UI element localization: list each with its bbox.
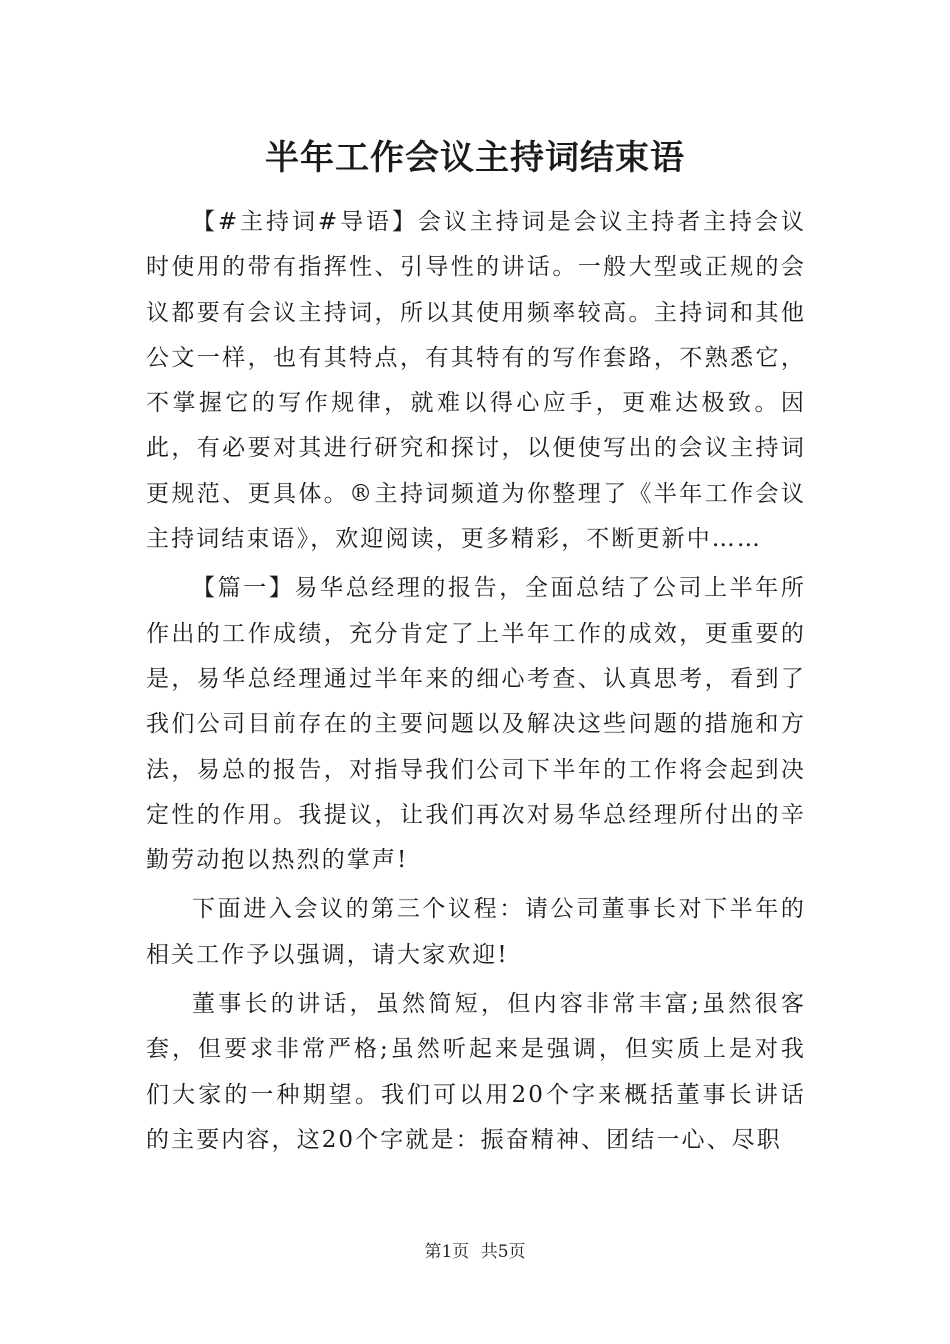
document-body	[146, 200, 806, 1167]
page-footer	[0, 1240, 950, 1264]
paragraph-chairman-speech: 董事长的讲话，虽然简短，但内容非常丰富;虽然很客套，但要求非常严格;虽然听起来是强调，但实质上是对我们大家的一种期望。我们可以用20个字来概括董事长讲话的主要内容，这20个字就是：振奋精神、团结一心、尽职	[146, 991, 806, 1153]
paragraph-third-agenda: 下面进入会议的第三个议程：请公司董事长对下半年的相关工作予以强调，请大家欢迎!	[146, 896, 806, 968]
paragraph-part-one: 【篇一】易华总经理的报告，全面总结了公司上半年所作出的工作成绩，充分肯定了上半年工作的成效，更重要的是，易华总经理通过半年来的细心考查、认真思考，看到了我们公司目前存在的主要问题以及解决这些问题的措施和方法，易总的报告，对指导我们公司下半年的工作将会起到决定性的作用。我提议，让我们再次对易华总经理所付出的辛勤劳动抱以热烈的掌声!	[146, 575, 806, 874]
paragraph-intro: 【#主持词#导语】会议主持词是会议主持者主持会议时使用的带有指挥性、引导性的讲话。一般大型或正规的会议都要有会议主持词，所以其使用频率较高。主持词和其他公文一样，也有其特点，有其特有的写作套路，不熟悉它，不掌握它的写作规律，就难以得心应手，更难达极致。因此，有必要对其进行研究和探讨，以便使写出的会议主持词更规范、更具体。®主持词频道为你整理了《半年工作会议主持词结束语》，欢迎阅读，更多精彩，不断更新中……	[146, 209, 806, 553]
page-total: 共5页	[480, 1242, 526, 1262]
document-title: 半年工作会议主持词结束语	[265, 138, 685, 178]
page-number: 第1页	[424, 1242, 470, 1262]
